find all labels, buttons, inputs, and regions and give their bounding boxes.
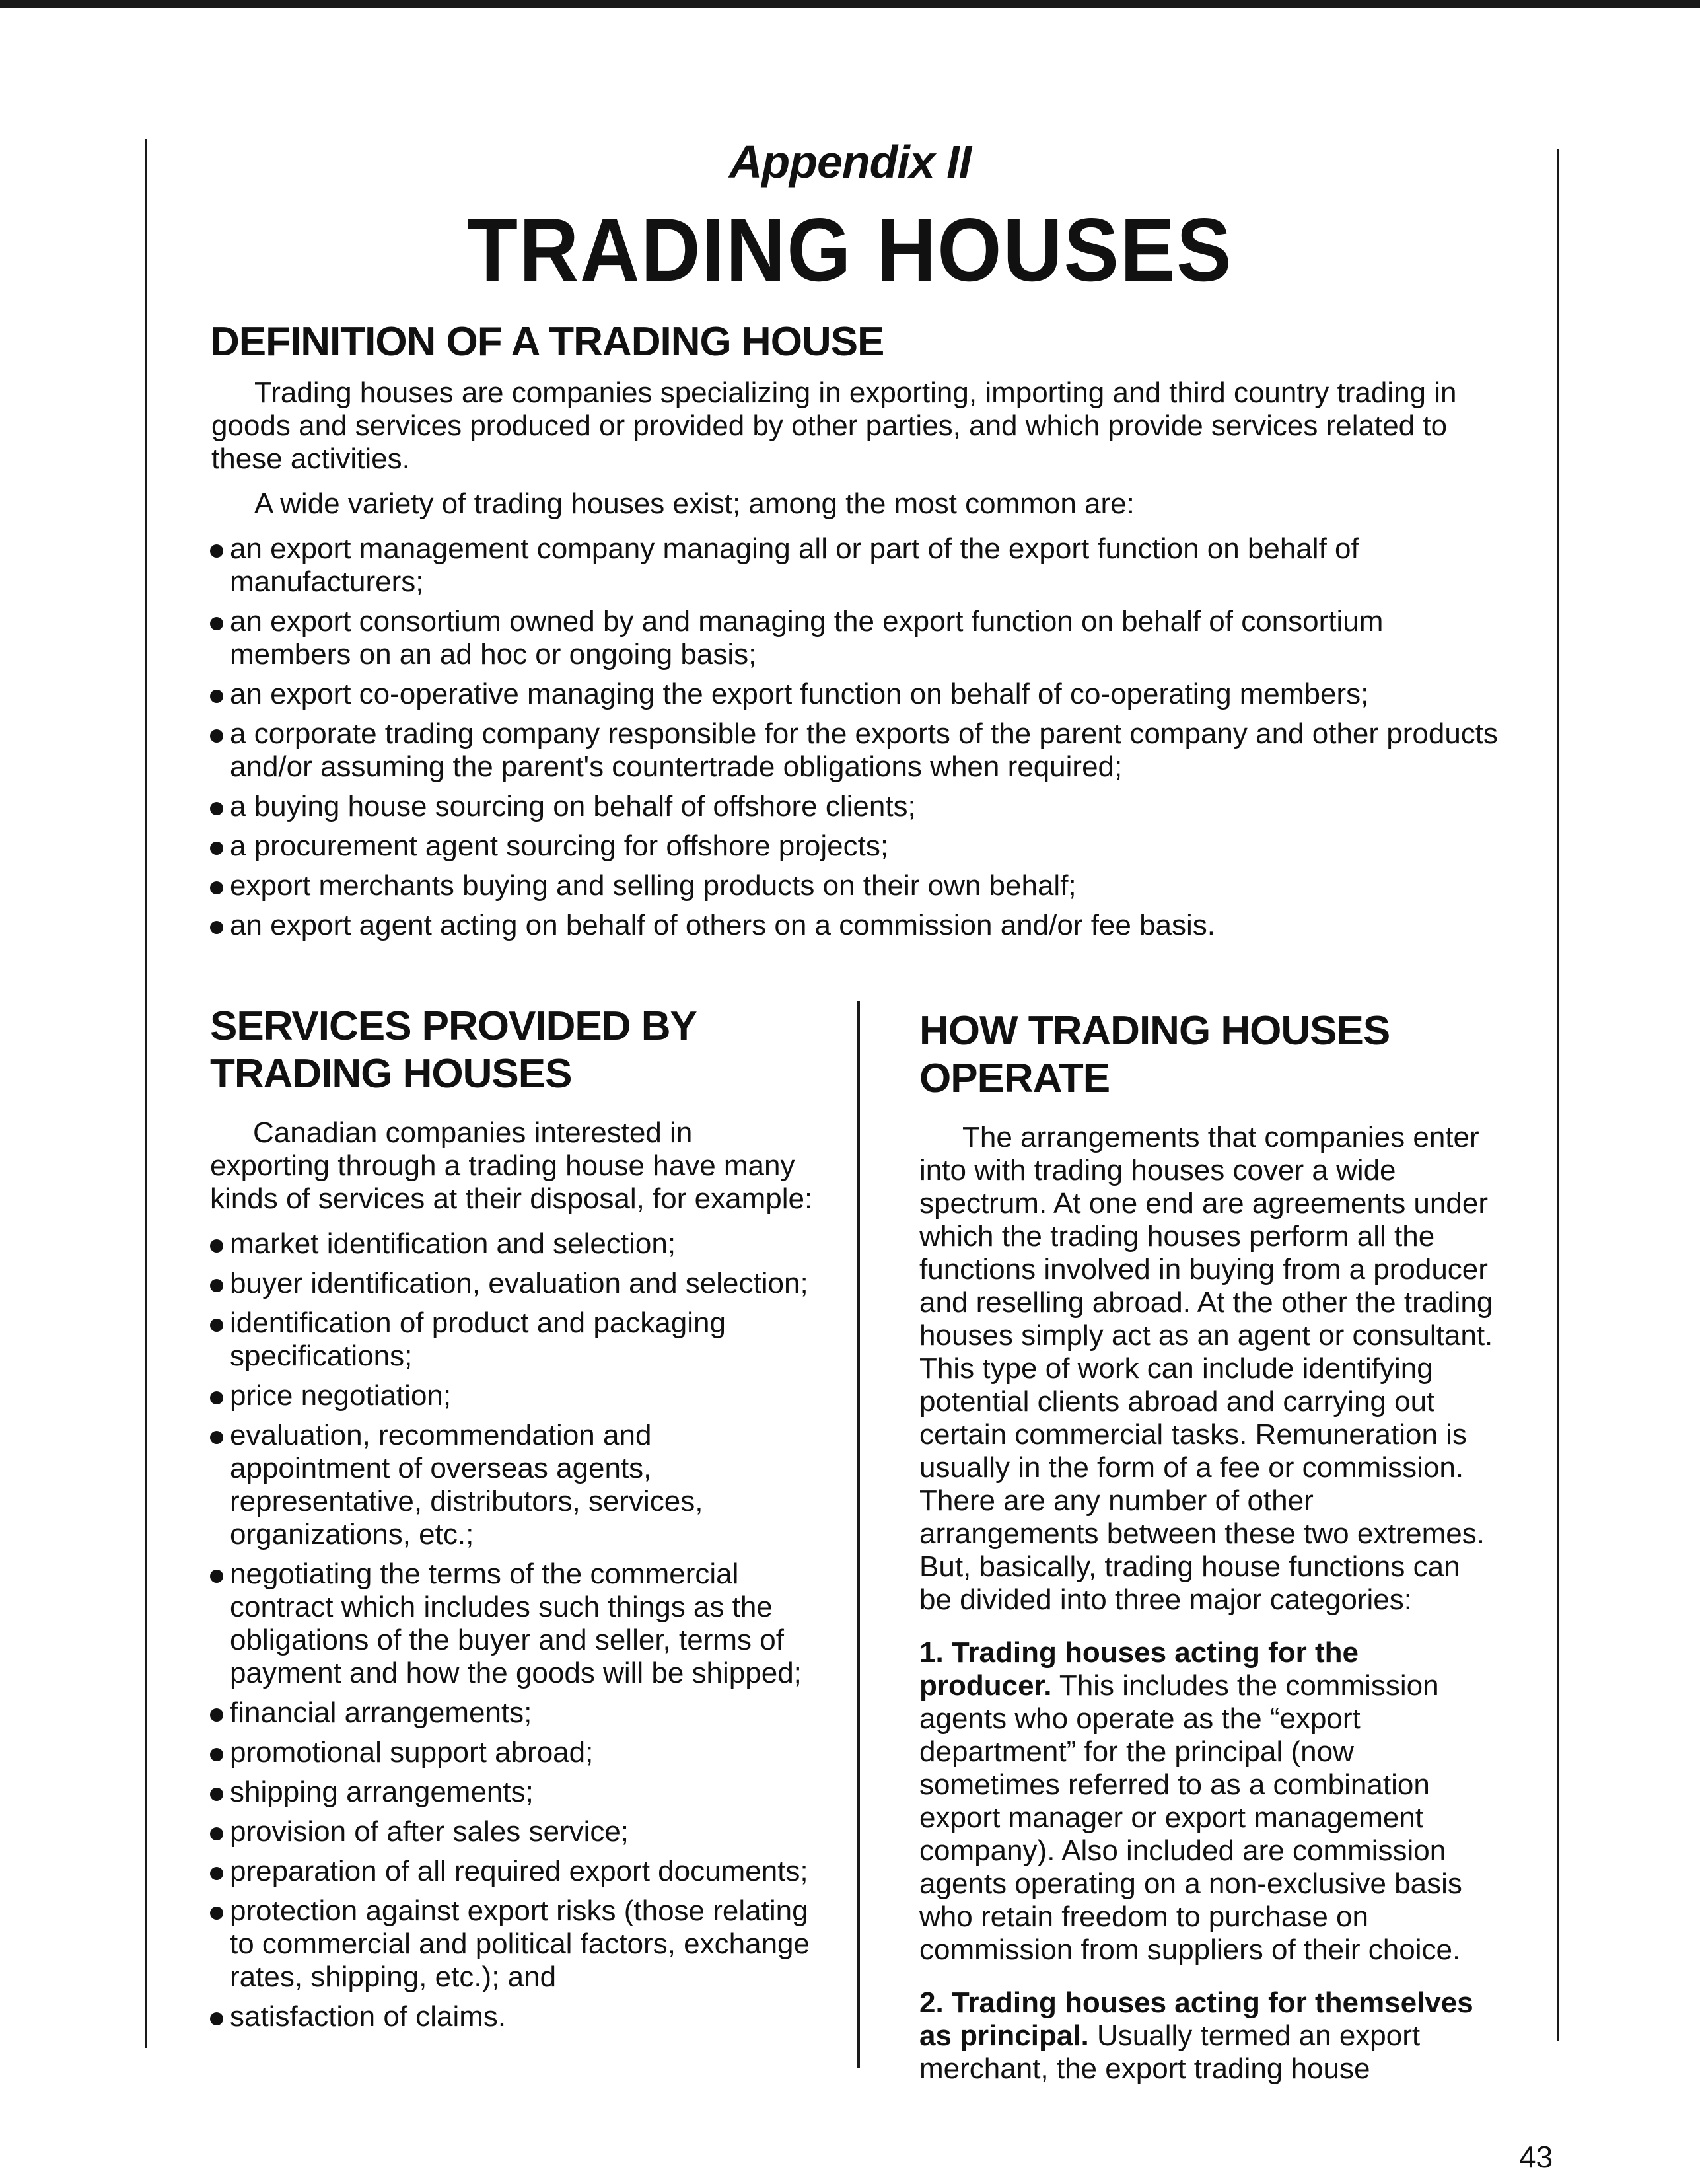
definition-section [210, 318, 1505, 942]
list-item [210, 869, 1505, 902]
list-item-text: identification of product and packaging specifications; [230, 1307, 726, 1372]
bullet-icon [210, 1708, 223, 1722]
bullet-icon [210, 2012, 223, 2025]
page-number: 43 [1519, 2140, 1553, 2174]
list-item [210, 1267, 818, 1300]
column-divider-rule [857, 1001, 860, 2068]
list-item-text: protection against export risks (those relating to commercial and political factors, exchange rates, shipping, etc.); and [230, 1895, 810, 1993]
bullet-icon [210, 617, 223, 630]
list-item-text: promotional support abroad; [230, 1736, 594, 1768]
bullet-icon [210, 881, 223, 894]
operations-intro: The arrangements that companies enter into with trading houses cover a wide spectrum. At one end are agreements under which the trading houses perform all the functions involved in buying from a producer and reselling abroad. At the other the trading houses simply act as an agent or consultant. This type of work can include identifying potential clients abroad and carrying out certain commercial tasks. Remuneration is usually in the form of a fee or commission. There are any number of other arrangements between these two extremes. But, basically, trading house functions can be divided into three major categories: [919, 1121, 1493, 1616]
services-heading: SERVICES PROVIDED BY TRADING HOUSES [210, 1003, 696, 1097]
bullet-icon [210, 1279, 223, 1292]
right-margin-rule [1557, 149, 1559, 2041]
list-item [210, 1558, 818, 1690]
bullet-icon [210, 1788, 223, 1801]
bullet-icon [210, 1827, 223, 1840]
list-item [210, 830, 1505, 863]
definition-heading: DEFINITION OF A TRADING HOUSE [210, 319, 884, 365]
list-item [210, 1815, 818, 1848]
list-item [210, 790, 1505, 823]
bullet-icon [210, 544, 223, 558]
list-item-text: a buying house sourcing on behalf of offshore clients; [230, 790, 916, 822]
bullet-icon [210, 729, 223, 743]
list-item-text: an export management company managing all or part of the export function on behalf of manufacturers; [230, 532, 1359, 598]
list-item-text: an export consortium owned by and managing the export function on behalf of consortium members on an ad hoc or ongoing basis; [230, 605, 1384, 671]
list-item-text: buyer identification, evaluation and selection; [230, 1267, 808, 1299]
list-item [210, 909, 1505, 942]
category-1-paragraph [919, 1636, 1494, 1967]
list-item-text: negotiating the terms of the commercial contract which includes such things as the obligations of the buyer and seller, terms of payment and how the goods will be shipped; [230, 1558, 802, 1689]
list-item-text: export merchants buying and selling products on their own behalf; [230, 869, 1077, 902]
bullet-icon [210, 802, 223, 815]
services-section [210, 1003, 818, 2033]
definition-paragraph: Trading houses are companies specializing in exporting, importing and third country trading in goods and services produced or provided by other parties, and which provide services related to these activities. [211, 377, 1457, 475]
list-item-text: an export agent acting on behalf of others on a commission and/or fee basis. [230, 909, 1216, 941]
category-1-title: 1. Trading houses acting for the producer. [919, 1636, 1359, 1702]
list-item [210, 1696, 818, 1729]
bullet-icon [210, 1319, 223, 1332]
list-item-text: financial arrangements; [230, 1696, 532, 1729]
list-item-text: preparation of all required export documents; [230, 1855, 808, 1887]
list-item-text: a corporate trading company responsible for the exports of the parent company and other products and/or assuming the parent's countertrade obligations when required; [230, 717, 1499, 783]
list-item-text: a procurement agent sourcing for offshore projects; [230, 830, 889, 862]
bullet-icon [210, 690, 223, 703]
appendix-label: Appendix II [728, 136, 972, 188]
list-item [210, 678, 1505, 711]
bullet-icon [210, 921, 223, 934]
page-title: TRADING HOUSES [467, 200, 1233, 300]
bullet-icon [210, 1907, 223, 1920]
trading-house-types-list [210, 532, 1505, 942]
list-item [210, 532, 1505, 599]
list-item [210, 1227, 818, 1260]
bullet-icon [210, 1748, 223, 1761]
services-list [210, 1227, 818, 2033]
bullet-icon [210, 1867, 223, 1880]
services-intro: Canadian companies interested in exporting through a trading house have many kinds of services at their disposal, for example: [210, 1116, 813, 1215]
list-item [210, 1419, 818, 1551]
top-border-rule [0, 0, 1700, 8]
bullet-icon [210, 1570, 223, 1583]
category-2-paragraph [919, 1986, 1494, 2086]
list-item-text: provision of after sales service; [230, 1815, 629, 1848]
list-item [210, 1855, 818, 1888]
list-item [210, 1776, 818, 1809]
list-item [210, 1307, 818, 1373]
bullet-icon [210, 1431, 223, 1444]
bullet-icon [210, 842, 223, 855]
list-item [210, 1379, 818, 1412]
category-2-title: 2. Trading houses acting for themselves as principal. [919, 1986, 1473, 2052]
operations-heading: HOW TRADING HOUSES OPERATE [919, 1008, 1390, 1101]
list-item [210, 605, 1505, 671]
list-item-text: shipping arrangements; [230, 1776, 534, 1808]
list-item [210, 717, 1505, 783]
list-item-text: price negotiation; [230, 1379, 452, 1412]
list-item [210, 1736, 818, 1769]
list-item [210, 2000, 818, 2033]
list-item [210, 1895, 818, 1994]
list-item-text: an export co-operative managing the export function on behalf of co-operating members; [230, 678, 1369, 710]
list-item-text: satisfaction of claims. [230, 2000, 507, 2033]
bullet-icon [210, 1391, 223, 1404]
definition-intro-list: A wide variety of trading houses exist; among the most common are: [254, 488, 1135, 520]
bullet-icon [210, 1239, 223, 1253]
operations-section [919, 1007, 1494, 2086]
list-item-text: market identification and selection; [230, 1227, 676, 1260]
list-item-text: evaluation, recommendation and appointment of overseas agents, representative, distributors, services, organizations, etc.; [230, 1419, 703, 1550]
category-1-text: This includes the commission agents who operate as the “export department” for the principal (now sometimes referred to as a combination export manager or export management company). Also included are commission agents operating on a non-exclusive basis who retain freedom to purchase on commission from suppliers of their choice. [919, 1669, 1462, 1966]
category-2-text: Usually termed an export merchant, the export trading house [919, 2020, 1421, 2085]
left-margin-rule [145, 139, 147, 2048]
